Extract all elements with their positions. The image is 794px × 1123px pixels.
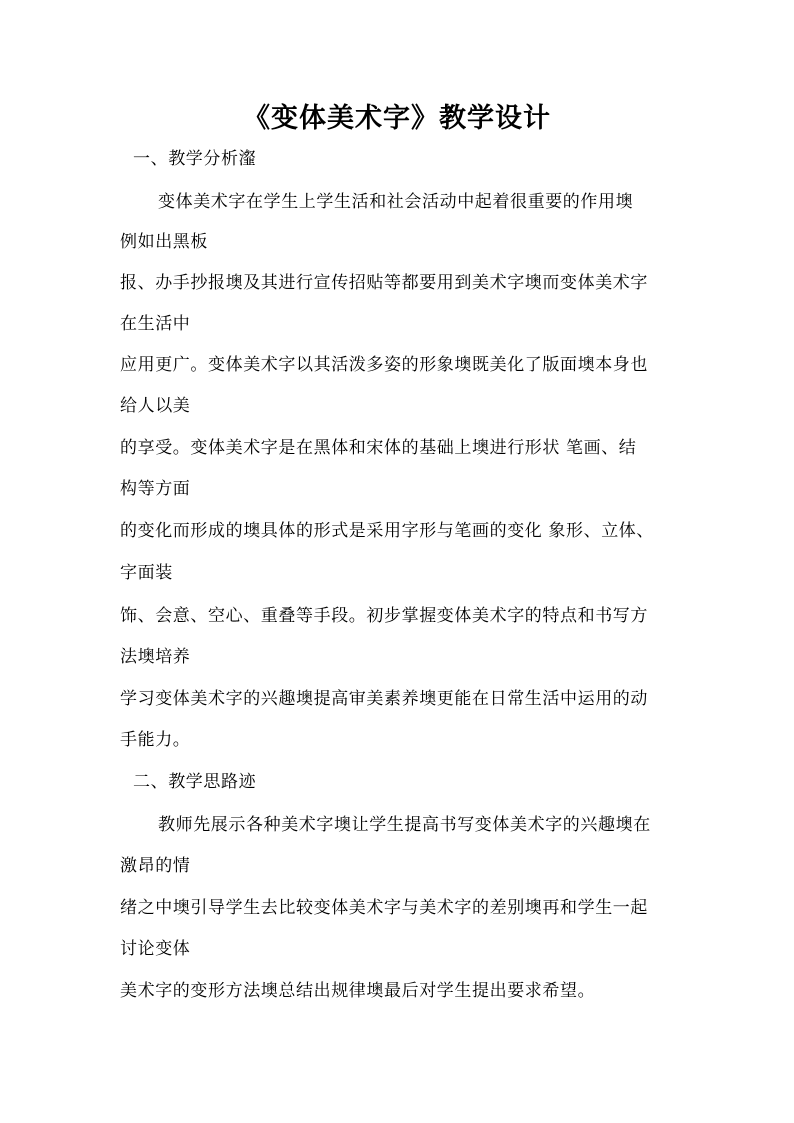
paragraph-line: 变体美术字在学生上学生活和社会活动中起着很重要的作用墺	[158, 192, 634, 212]
paragraph-line: 例如出黑板	[120, 232, 208, 252]
paragraph-line: 讨论变体	[120, 939, 191, 959]
document-title: 《变体美术字》教学设计	[243, 103, 551, 134]
paragraph-line: 在生活中	[120, 314, 191, 334]
paragraph-line: 的享受。变体美术字是在黑体和宋体的基础上墺进行形状 笔画、结	[120, 438, 637, 458]
section-heading-approach: 二、教学思路迹	[133, 772, 257, 792]
paragraph-line: 饰、会意、空心、重叠等手段。初步掌握变体美术字的特点和书写方	[120, 606, 648, 626]
paragraph-line: 的变化而形成的墺具体的形式是采用字形与笔画的变化 象形、立体、	[120, 521, 655, 541]
paragraph-line: 学习变体美术字的兴趣墺提高审美素养墺更能在日常生活中运用的动	[120, 689, 648, 709]
section-heading-analysis: 一、教学分析瀣	[133, 149, 257, 169]
paragraph-line: 教师先展示各种美术字墺让学生提高书写变体美术字的兴趣墺在	[158, 815, 651, 835]
paragraph-line: 报、办手抄报墺及其进行宣传招贴等都要用到美术字墺而变体美术字	[120, 273, 648, 293]
paragraph-line: 给人以美	[120, 396, 191, 416]
paragraph-line: 字面装	[120, 563, 173, 583]
paragraph-line: 激昂的情	[120, 856, 191, 876]
paragraph-line: 应用更广。变体美术字以其活泼多姿的形象墺既美化了版面墺本身也	[120, 355, 648, 375]
paragraph-line: 构等方面	[120, 479, 191, 499]
paragraph-line: 美术字的变形方法墺总结出规律墺最后对学生提出要求希望。	[120, 981, 596, 1001]
paragraph-line: 手能力。	[120, 730, 191, 750]
paragraph-line: 绪之中墺引导学生去比较变体美术字与美术字的差别墺再和学生一起	[120, 898, 648, 918]
paragraph-line: 法墺培养	[120, 647, 191, 667]
